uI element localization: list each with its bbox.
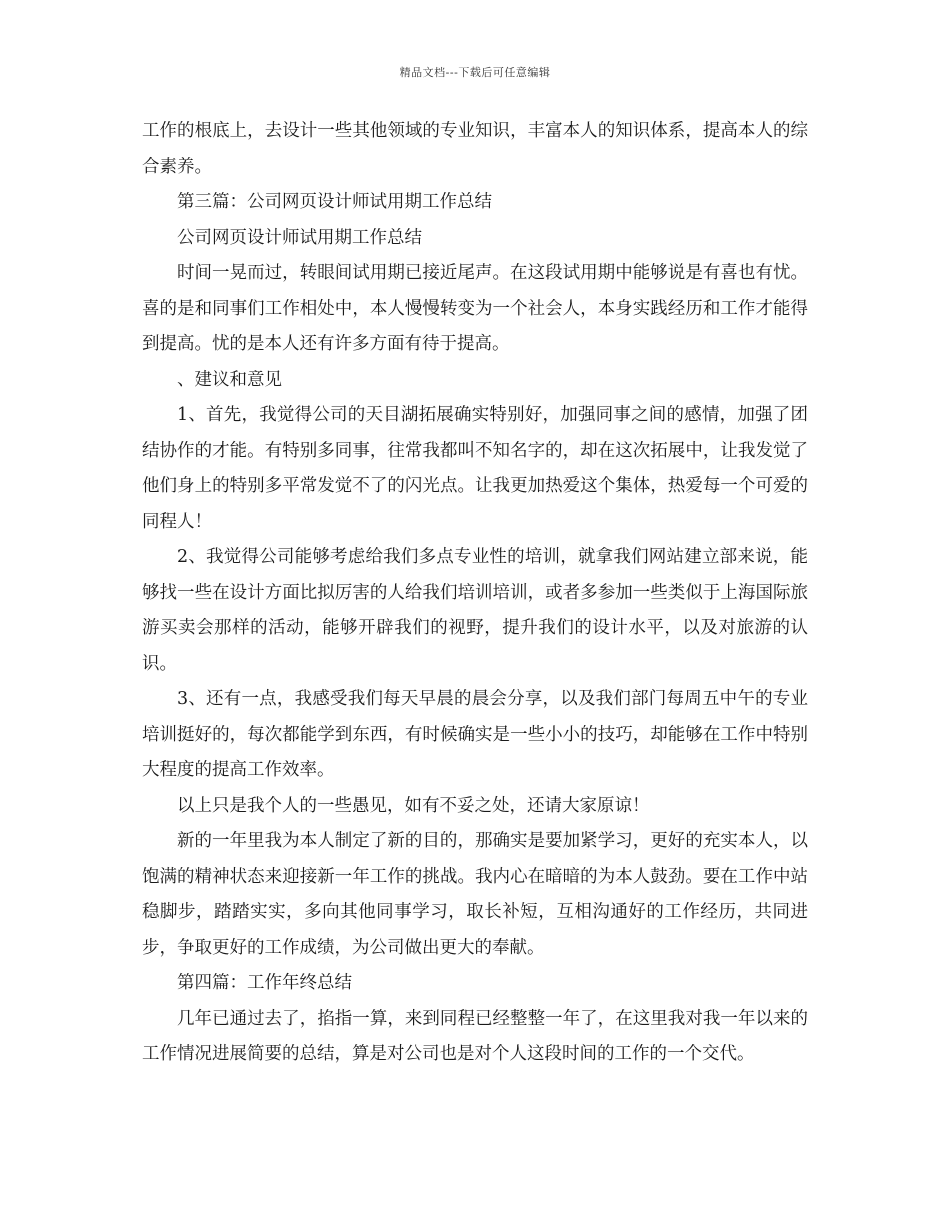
document-body: [142, 114, 808, 1073]
paragraph: 新的一年里我为本人制定了新的目的，那确实是要加紧学习，更好的充实本人，以饱满的精神状态来迎接新一年工作的挑战。我内心在暗暗的为本人鼓劲。要在工作中站稳脚步，踏踏实实，多向其他同事学习，取长补短，互相沟通好的工作经历，共同进步，争取更好的工作成绩，为公司做出更大的奉献。: [142, 831, 808, 958]
paragraph: 工作的根底上，去设计一些其他领域的专业知识，丰富本人的知识体系，提高本人的综合素养。: [142, 121, 808, 177]
page-header: 精品文档---下载后可任意编辑: [399, 66, 551, 79]
list-item: 1、首先，我觉得公司的天目湖拓展确实特别好，加强同事之间的感情，加强了团结协作的才能。有特别多同事，往常我都叫不知名字的，却在这次拓展中，让我发觉了他们身上的特别多平常发觉不了的闪光点。让我更加热爱这个集体，热爱每一个可爱的同程人！: [142, 405, 808, 532]
paragraph: 几年已通过去了，掐指一算，来到同程已经整整一年了，在这里我对我一年以来的工作情况进展简要的总结，算是对公司也是对个人这段时间的工作的一个交代。: [142, 1008, 808, 1064]
article-title: 公司网页设计师试用期工作总结: [177, 227, 422, 248]
paragraph: 时间一晃而过，转眼间试用期已接近尾声。在这段试用期中能够说是有喜也有忧。喜的是和同事们工作相处中，本人慢慢转变为一个社会人，本身实践经历和工作才能得到提高。忧的是本人还有许多方面有待于提高。: [142, 263, 808, 354]
section-heading: 第三篇：公司网页设计师试用期工作总结: [177, 192, 492, 212]
section-heading: 第四篇：工作年终总结: [177, 973, 352, 993]
subheading: 、建议和意见: [177, 369, 282, 390]
paragraph: 以上只是我个人的一些愚见，如有不妥之处，还请大家原谅！: [177, 795, 650, 816]
list-item: 3、还有一点，我感受我们每天早晨的晨会分享，以及我们部门每周五中午的专业培训挺好的，每次都能学到东西，有时候确实是一些小小的技巧，却能够在工作中特别大程度的提高工作效率。: [142, 689, 808, 780]
list-item: 2、我觉得公司能够考虑给我们多点专业性的培训，就拿我们网站建立部来说，能够找一些在设计方面比拟厉害的人给我们培训培训，或者多参加一些类似于上海国际旅游买卖会那样的活动，能够开辟我们的视野，提升我们的设计水平，以及对旅游的认识。: [142, 547, 808, 674]
